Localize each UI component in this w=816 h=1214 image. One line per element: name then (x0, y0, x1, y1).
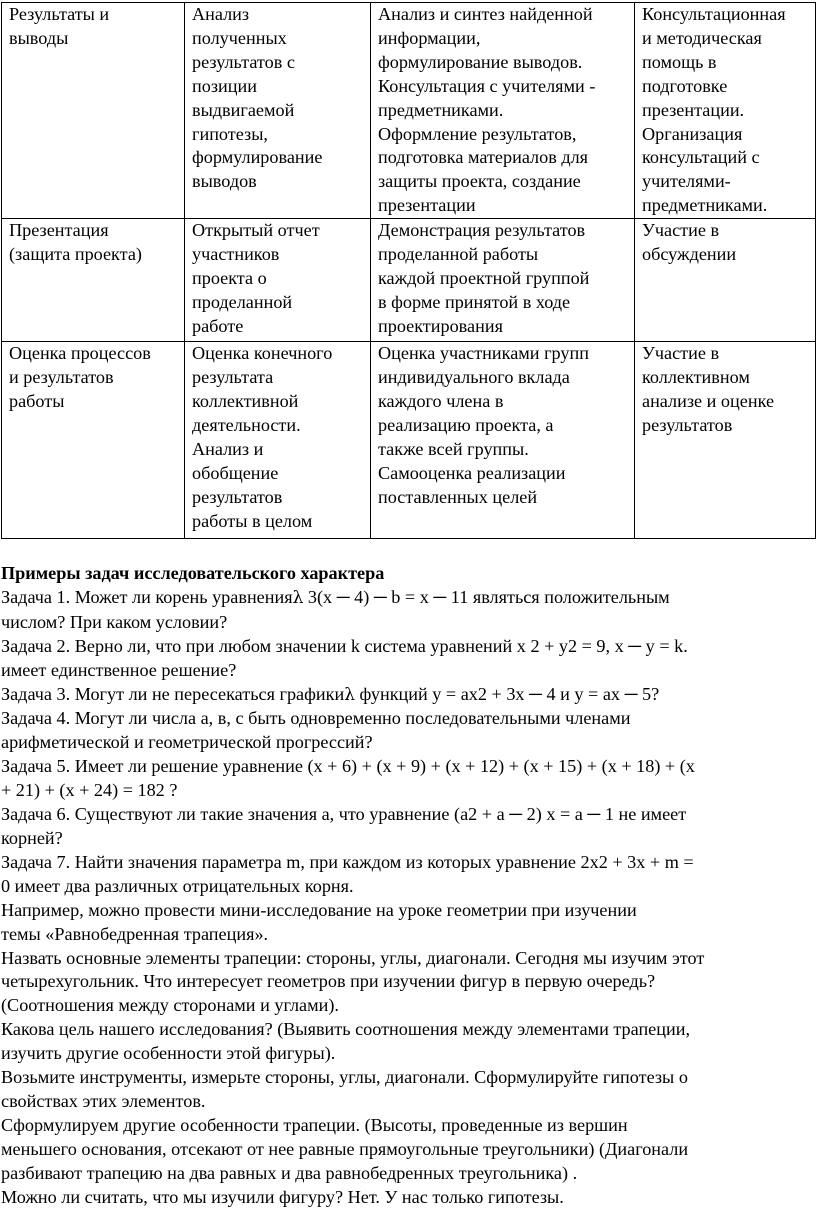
text-fragment: 3(x ─ 4) ─ b = x ─ 11 являться положительным (303, 586, 670, 607)
cell-text: Оценка участниками групп индивидуального вклада каждого члена в реализацию проекта, а также всей группы. Самооценка реализации поставленных целей (378, 343, 589, 507)
task-3 (1, 683, 816, 708)
table-cell (371, 3, 635, 219)
text-line: Задача 2. Верно ли, что при любом значении k система уравнений x 2 + y2 = 9, x ─ y = k. (1, 635, 688, 656)
paragraph (1, 1018, 816, 1066)
table-row (2, 219, 816, 342)
task-5 (1, 755, 816, 803)
cell-text: Участие в коллективном анализе и оценке результатов (642, 343, 775, 435)
text-line: Возьмите инструменты, измерьте стороны, углы, диагонали. Сформулируйте гипотезы о (1, 1067, 688, 1088)
project-stages-table (1, 2, 816, 539)
cell-text: Оценка конечного результата коллективной деятельности. Анализ и обобщение результатов работы в целом (192, 343, 333, 531)
text-line (1, 683, 816, 708)
text-fragment: Задача 1. Может ли корень уравнения (1, 586, 293, 607)
text-fragment: функций y = ax2 + 3x ─ 4 и y = ax ─ 5? (354, 683, 660, 704)
task-1 (1, 586, 816, 635)
text-fragment: Задача 3. Могут ли не пересекаться графики (1, 683, 345, 704)
cell-text: Демонстрация результатов проделанной работы каждой проектной группой в форме принятой в ходе проектирования (378, 220, 590, 336)
table-cell (635, 3, 816, 219)
paragraph (1, 1114, 816, 1186)
text-line: Задача 4. Могут ли числа а, в, с быть одновременно последовательными членами (1, 708, 631, 729)
text-line: Например, можно провести мини-исследование на уроке геометрии при изучении (1, 899, 637, 920)
task-6 (1, 803, 816, 851)
text-line: Можно ли считать, что мы изучили фигуру? Нет. У нас только гипотезы. (1, 1186, 564, 1207)
table-cell (2, 342, 185, 539)
lambda-symbol: λ (292, 587, 304, 608)
cell-text: Участие в обсуждении (642, 220, 737, 265)
text-line (1, 586, 816, 611)
task-7 (1, 851, 816, 899)
table-cell (371, 219, 635, 342)
text-line: темы «Равнобедренная трапеция». (1, 923, 269, 944)
paragraph (1, 1186, 816, 1210)
research-tasks-section (1, 562, 816, 1209)
table-cell (635, 219, 816, 342)
text-line: меньшего основания, отсекают от нее равные прямоугольные треугольники) (Диагонали (1, 1138, 689, 1159)
cell-text: Оценка процессов и результатов работы (9, 343, 151, 411)
paragraph (1, 947, 816, 1019)
cell-text: Анализ и синтез найденной информации, формулирование выводов. Консультация с учителями - предметниками. Оформление результатов, подготовка материалов для защиты проекта, создание презентации (378, 4, 596, 216)
cell-text: Презентация (защита проекта) (9, 220, 142, 265)
table-cell (2, 219, 185, 342)
table-cell (2, 3, 185, 219)
text-line: Сформулируем другие особенности трапеции. (Высоты, проведенные из вершин (1, 1114, 628, 1135)
table-cell (185, 342, 371, 539)
section-heading: Примеры задач исследовательского характера (1, 563, 385, 583)
text-line: числом? При каком условии? (1, 611, 228, 632)
cell-text: Консультационная и методическая помощь в подготовке презентации. Организация консультаций с учителями- предметниками. (642, 4, 786, 216)
table-cell (185, 3, 371, 219)
table-row (2, 342, 816, 539)
text-line: имеет единственное решение? (1, 659, 237, 680)
text-line: корней? (1, 827, 63, 848)
table-cell (371, 342, 635, 539)
table-cell (185, 219, 371, 342)
task-4 (1, 707, 816, 755)
text-line: арифметической и геометрической прогрессий? (1, 732, 373, 753)
paragraph (1, 1066, 816, 1114)
text-line: + 21) + (x + 24) = 182 ? (1, 780, 178, 801)
text-line: 0 имеет два различных отрицательных корня. (1, 875, 354, 896)
table-row (2, 3, 816, 219)
task-2 (1, 635, 816, 683)
text-line: свойствах этих элементов. (1, 1090, 206, 1111)
text-line: четырехугольник. Что интересует геометров при изучении фигур в первую очередь? (1, 971, 656, 992)
text-line: (Соотношения между сторонами и углами). (1, 995, 339, 1016)
text-line: Назвать основные элементы трапеции: стороны, углы, диагонали. Сегодня мы изучим этот (1, 947, 705, 968)
text-line: Какова цель нашего исследования? (Выявить соотношения между элементами трапеции, (1, 1019, 690, 1040)
table-cell (635, 342, 816, 539)
text-line: разбивают трапецию на два равных и два равнобедренных треугольника) . (1, 1162, 578, 1183)
text-line: Задача 6. Существуют ли такие значения a, что уравнение (a2 + a ─ 2) x = a ─ 1 не имеет (1, 804, 687, 825)
text-line: изучить другие особенности этой фигуры). (1, 1043, 336, 1064)
cell-text: Открытый отчет участников проекта о проделанной работе (192, 220, 320, 336)
lambda-symbol: λ (344, 684, 355, 705)
text-line: Задача 7. Найти значения параметра m, при каждом из которых уравнение 2x2 + 3x + m = (1, 851, 694, 872)
cell-text: Анализ полученных результатов с позиции выдвигаемой гипотезы, формулирование выводов (192, 4, 323, 192)
paragraph (1, 899, 816, 947)
text-line: Задача 5. Имеет ли решение уравнение (x + 6) + (x + 9) + (x + 12) + (x + 15) + (x + 18) + (x (1, 756, 695, 777)
cell-text: Результаты и выводы (9, 4, 110, 48)
